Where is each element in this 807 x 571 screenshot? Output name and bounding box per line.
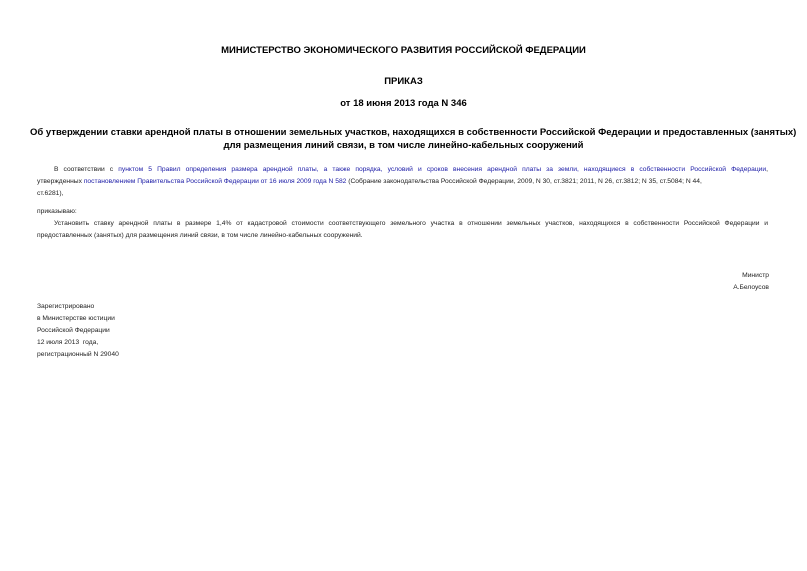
document-type: ПРИКАЗ xyxy=(384,76,423,87)
document-title-line: для размещения линий связи, в том числе линейно-кабельных сооружений xyxy=(223,140,584,151)
preamble-comma: , xyxy=(766,166,768,173)
signature-block xyxy=(733,270,769,294)
ministry-name: МИНИСТЕРСТВО ЭКОНОМИЧЕСКОГО РАЗВИТИЯ РОССИЙСКОЙ ФЕДЕРАЦИИ xyxy=(221,45,586,56)
resolution-link[interactable]: постановлением Правительства Российской Федерации от 16 июля 2009 года N 582 xyxy=(83,178,347,185)
document-date-number: от 18 июня 2013 года N 346 xyxy=(340,98,467,109)
registration-line: 12 июля 2013 года, xyxy=(37,339,99,346)
preamble-paragraph xyxy=(37,164,768,200)
registration-line: Зарегистрировано xyxy=(37,303,95,310)
document-title-line: Об утверждении ставки арендной платы в отношении земельных участков, находящихся в собственности Российской Федерации и предоставленных (занятых) xyxy=(30,127,797,138)
rules-link[interactable]: пунктом 5 Правил определения размера арендной платы, а также порядка, условий и сроков внесения арендной платы за земли, находящиеся в собственности Российской Федерации xyxy=(118,166,767,173)
registration-line: Российской Федерации xyxy=(37,327,110,334)
signer-position: Министр xyxy=(742,272,769,279)
preamble-line xyxy=(37,164,768,176)
order-line: предоставленных (занятых) для размещения линий связи, в том числе линейно-кабельных сооружений. xyxy=(37,232,363,239)
preamble-line: ст.6281), xyxy=(37,190,64,197)
preamble-line2-prefix: утвержденных xyxy=(37,178,84,185)
preamble-line2-suffix: (Собрание законодательства Российской Федерации, 2009, N 30, ст.3821; 2011, N 26, ст.3812; N 35, ст.5084; N 44, xyxy=(346,178,702,185)
registration-line: в Министерстве юстиции xyxy=(37,315,115,322)
registration-line: регистрационный N 29040 xyxy=(37,351,119,358)
order-paragraph xyxy=(37,218,768,242)
document-title xyxy=(30,126,797,152)
order-line: Установить ставку арендной платы в размере 1,4% от кадастровой стоимости соответствующего земельного участка в отношении земельных участков, находящихся в собственности Российской Федерации и xyxy=(54,220,768,227)
registration-block xyxy=(37,301,119,361)
preamble-line xyxy=(37,176,768,188)
preamble-prefix: В соответствии с xyxy=(54,166,119,173)
signer-name: А.Белоусов xyxy=(733,284,769,291)
order-word: приказываю: xyxy=(37,208,77,215)
